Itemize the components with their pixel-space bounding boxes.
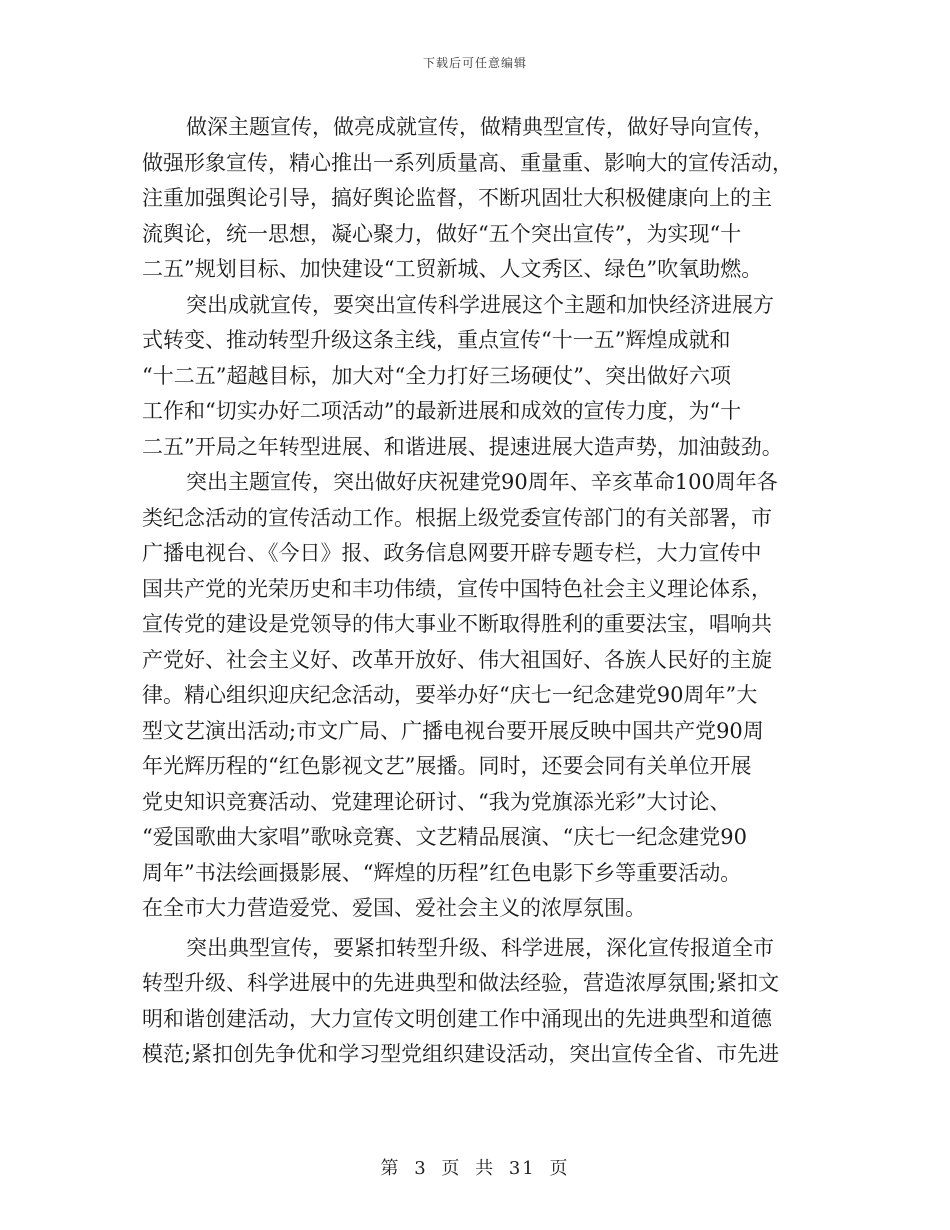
text-line: 注重加强舆论引导，搞好舆论监督，不断巩固壮大积极健康向上的主 xyxy=(142,186,772,210)
text-line: 突出主题宣传，突出做好庆祝建党90周年、辛亥革命100周年各 xyxy=(186,470,778,494)
page-footer: 第 3 页 共 31 页 xyxy=(380,1158,570,1179)
text-line: 做深主题宣传，做亮成就宣传，做精典型宣传，做好导向宣传， xyxy=(186,115,774,139)
text-line: 律。精心组织迎庆纪念活动，要举办好“庆七一纪念建党90周年”大 xyxy=(142,683,758,707)
text-line: 国共产党的光荣历史和丰功伟绩，宣传中国特色社会主义理论体系， xyxy=(142,576,772,601)
text-line: 二五”规划目标、加快建设“工贸新城、人文秀区、绿色”吹氧助燃。 xyxy=(142,257,763,281)
text-line: 产党好、社会主义好、改革开放好、伟大祖国好、各族人民好的主旋 xyxy=(142,647,772,672)
text-line: 二五”开局之年转型进展、和谐进展、提速进展大造声势，加油鼓劲。 xyxy=(142,434,783,459)
text-line: 型文艺演出活动;市文广局、广播电视台要开展反映中国共产党90周 xyxy=(142,718,764,743)
text-line: “十二五”超越目标，加大对“全力打好三场硬仗”、突出做好六项 xyxy=(142,363,731,388)
text-line: 式转变、推动转型升级这条主线，重点宣传“十一五”辉煌成就和 xyxy=(142,328,731,352)
text-line: 在全市大力营造爱党、爱国、爱社会主义的浓厚氛围。 xyxy=(142,896,646,920)
text-line: 宣传党的建设是党领导的伟大事业不断取得胜利的重要法宝，唱响共 xyxy=(142,612,772,636)
text-line: 流舆论，统一思想，凝心聚力，做好“五个突出宣传”，为实现“十 xyxy=(142,221,742,246)
page-header: 下载后可任意编辑 xyxy=(422,56,527,70)
text-line: 明和谐创建活动，大力宣传文明创建工作中涌现出的先进典型和道德 xyxy=(142,1006,772,1031)
text-line: 突出成就宣传，要突出宣传科学进展这个主题和加快经济进展方 xyxy=(186,292,774,317)
text-line: 做强形象宣传，精心推出一系列质量高、重量重、影响大的宣传活动， xyxy=(142,150,793,175)
text-line: 年光辉历程的“红色影视文艺”展播。同时，还要会同有关单位开展 xyxy=(142,754,752,778)
text-line: 周年”书法绘画摄影展、“辉煌的历程”红色电影下乡等重要活动。 xyxy=(142,860,742,885)
text-line: 类纪念活动的宣传活动工作。根据上级党委宣传部门的有关部署，市 xyxy=(142,505,772,530)
text-line: 突出典型宣传，要紧扣转型升级、科学进展，深化宣传报道全市 xyxy=(186,935,774,960)
text-line: “爱国歌曲大家唱”歌咏竞赛、文艺精品展演、“庆七一纪念建党90 xyxy=(142,825,747,849)
text-line: 广播电视台、《今日》报、政务信息网要开辟专题专栏，大力宣传中 xyxy=(142,541,762,565)
text-line: 转型升级、科学进展中的先进典型和做法经验，营造浓厚氛围;紧扣文 xyxy=(142,971,780,995)
text-line: 工作和“切实办好二项活动”的最新进展和成效的宣传力度，为“十 xyxy=(142,399,742,423)
document-body xyxy=(142,110,802,1073)
text-line: 党史知识竞赛活动、党建理论研讨、“我为党旗添光彩”大讨论、 xyxy=(142,789,731,814)
text-line: 模范;紧扣创先争优和学习型党组织建设活动，突出宣传全省、市先进 xyxy=(142,1042,780,1066)
